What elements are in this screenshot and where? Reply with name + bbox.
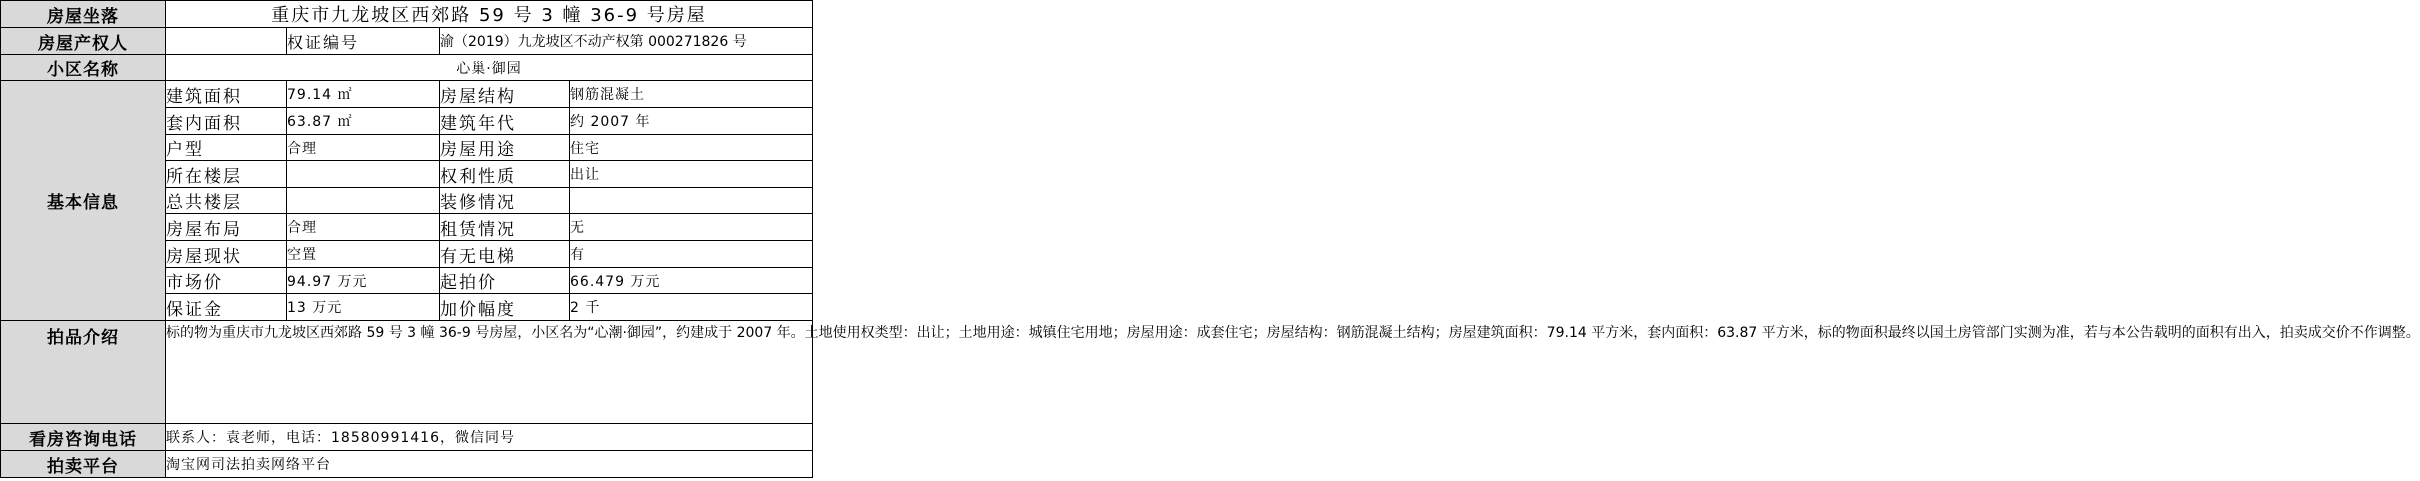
- basic-info-label: 基本信息: [1, 81, 166, 321]
- basic-label: 有无电梯: [440, 241, 570, 268]
- basic-label: 保证金: [166, 294, 287, 321]
- basic-label: 房屋结构: [440, 81, 570, 108]
- basic-label: 套内面积: [166, 108, 287, 135]
- basic-row-1: [1, 81, 813, 108]
- basic-value: [287, 161, 440, 188]
- intro-text: 标的物为重庆市九龙坡区西郊路 59 号 3 幢 36-9 号房屋，小区名为“心潮·御园”，约建成于 2007 年。土地使用权类型：出让；土地用途：城镇住宅用地；房屋用途：成套住宅；房屋结构：钢筋混凝土结构；房屋建筑面积：79.14 平方米，套内面积：63.87 平方米，标的物面积最终以国土房管部门实测为准，若与本公告载明的面积有出入，拍卖成交价不作调整。: [166, 321, 813, 424]
- basic-value: 79.14 ㎡: [287, 81, 440, 108]
- basic-label: 房屋现状: [166, 241, 287, 268]
- community-row: [1, 55, 813, 81]
- basic-value: 63.87 ㎡: [287, 108, 440, 135]
- basic-value: 钢筋混凝土: [570, 81, 813, 108]
- platform-value: 淘宝网司法拍卖网络平台: [166, 451, 813, 478]
- basic-value: [287, 188, 440, 214]
- community-value: 心巢·御园: [166, 55, 813, 81]
- owner-row: [1, 28, 813, 55]
- basic-value: 住宅: [570, 135, 813, 161]
- basic-label: 房屋用途: [440, 135, 570, 161]
- basic-label: 建筑年代: [440, 108, 570, 135]
- location-label: 房屋坐落: [1, 1, 166, 28]
- basic-value: 有: [570, 241, 813, 268]
- basic-label: 租赁情况: [440, 214, 570, 241]
- intro-label: 拍品介绍: [1, 321, 166, 424]
- basic-value: 出让: [570, 161, 813, 188]
- basic-label: 装修情况: [440, 188, 570, 214]
- community-label: 小区名称: [1, 55, 166, 81]
- basic-value: 2 千: [570, 294, 813, 321]
- owner-value: [166, 28, 287, 55]
- platform-label: 拍卖平台: [1, 451, 166, 478]
- basic-value: 66.479 万元: [570, 268, 813, 294]
- basic-value: 空置: [287, 241, 440, 268]
- basic-label: 所在楼层: [166, 161, 287, 188]
- contact-row: [1, 424, 813, 451]
- basic-label: 房屋布局: [166, 214, 287, 241]
- basic-value: 无: [570, 214, 813, 241]
- basic-value: 94.97 万元: [287, 268, 440, 294]
- basic-value: [570, 188, 813, 214]
- basic-label: 户型: [166, 135, 287, 161]
- basic-value: 合理: [287, 214, 440, 241]
- platform-row: [1, 451, 813, 478]
- basic-value: 约 2007 年: [570, 108, 813, 135]
- contact-label: 看房咨询电话: [1, 424, 166, 451]
- intro-row: [1, 321, 813, 424]
- location-value: 重庆市九龙坡区西郊路 59 号 3 幢 36-9 号房屋: [166, 1, 813, 28]
- contact-value: 联系人：袁老师，电话：18580991416，微信同号: [166, 424, 813, 451]
- basic-value: 13 万元: [287, 294, 440, 321]
- basic-label: 总共楼层: [166, 188, 287, 214]
- basic-value: 合理: [287, 135, 440, 161]
- basic-label: 建筑面积: [166, 81, 287, 108]
- basic-label: 加价幅度: [440, 294, 570, 321]
- owner-label: 房屋产权人: [1, 28, 166, 55]
- location-row: [1, 1, 813, 28]
- cert-value: 渝（2019）九龙坡区不动产权第 000271826 号: [440, 28, 813, 55]
- basic-label: 市场价: [166, 268, 287, 294]
- basic-label: 权利性质: [440, 161, 570, 188]
- basic-label: 起拍价: [440, 268, 570, 294]
- cert-label: 权证编号: [287, 28, 440, 55]
